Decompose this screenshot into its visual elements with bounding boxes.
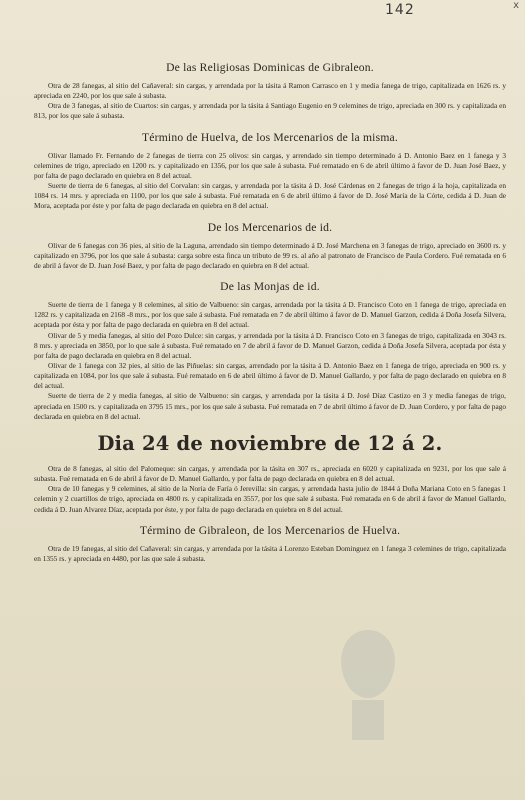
folio-number: 142 <box>385 2 415 18</box>
section-heading: Término de Huelva, de los Mercenarios de la misma. <box>142 130 398 144</box>
section-huelva-mercenarios <box>34 131 506 212</box>
section-heading: De los Mercenarios de id. <box>207 220 333 234</box>
entry-paragraph: Otra de 19 fanegas, al sitio del Cañaveral: sin cargas, y arrendada por la tásita á Lorenzo Esteban Dominguez en 1 fanega 3 celemines de trigo, capitalizada en 1355 rs. y apreciada en 4480, por las que sale á subasta. <box>34 543 506 563</box>
section-dia-24 <box>34 432 506 515</box>
entry-paragraph: Otra de 10 fanegas y 9 celemines, al sitio de la Noria de Faría ó Jerevilla: sin cargas, y arrendada hasta julio de 1844 á Doña Mariana Coto en 5 fanegas 1 celemin y 2 cuartillos de trigo, apreciada en 4800 rs. y capitalizada en 3557, por los que sale á subasta. Fué rematada en 6 de abril á favor de Manuel Gallardo, cedida á D. Juan Alvarez Díaz, aceptada por éste, y por falta de pago declarada en quiebra en 8 del actual. <box>34 484 506 514</box>
section-heading: De las Monjas de id. <box>220 280 320 294</box>
section-monjas-id <box>34 280 506 422</box>
entry-paragraph: Olivar llamado Fr. Fernando de 2 fanegas de tierra con 25 olivos: sin cargas, y arrendado sin tiempo determinado á D. Antonio Baez en 1 fanega y 3 celemines de trigo, apreciado en 1200 rs. y capitalizado en 1356, por los que sale á subasta. Fué rematado en 6 de abril último á favor de D. Juan José Baez, y por falta de pago declarado en quiebra en 8 del actual. <box>34 150 506 180</box>
section-mercenarios-id <box>34 221 506 271</box>
corner-mark: x <box>513 0 519 11</box>
entry-paragraph: Otra de 3 fanegas, al sitio de Cuartos: sin cargas, y arrendada por la tásita á Santiago Eugenio en 9 celemines de trigo, apreciada en 300 rs. y capitalizada en 813, por los que sale á subasta. <box>34 101 506 121</box>
entry-paragraph: Otra de 28 fanegas, al sitio del Cañaveral: sin cargas, y arrendada por la tásita á Ramon Carrasco en 1 y media fanega de trigo, capitalizada en 1626 rs. y apreciada en 2240, por los que sale á subasta. <box>34 81 506 101</box>
library-watermark-icon <box>318 620 418 750</box>
section-gibraleon-mercenarios <box>34 524 506 564</box>
document-body <box>34 52 506 564</box>
entry-paragraph: Olivar de 5 y media fanegas, al sitio del Pozo Dulce: sin cargas, y arrendada por la tásita á D. Francisco Coto en 3 fanegas de trigo, capitalizada en 3043 rs. 8 mrs. y apreciada en 3850, por lo que sale á subasta. Fué rematado en 7 de abril á favor de D. Manuel Garzon, cedida á Doña Josefa Silvera, aceptada por ésta y por falta de pago declarada en quiebra en 8 del actual. <box>34 330 506 360</box>
entry-paragraph: Suerte de tierra de 2 y media fanegas, al sitio de Valbueno: sin cargas, y arrendada por la tásita á D. José Díaz Castizo en 3 y media fanegas de trigo, apreciada en 1500 rs. y capitalizada en 3795 15 mrs., por los que sale á subasta. Fué rematada en 7 de abril último á favor de D. Juan Cordero, y por falta de pago declarada en quiebra en 8 del actual. <box>34 391 506 421</box>
entry-paragraph: Suerte de tierra de 6 fanegas, al sitio del Corvalan: sin cargas, y arrendada por la tásita á D. José Cárdenas en 2 fanegas de trigo á la hoja, capitalizada en 1084 rs. 14 mrs. y apreciada en 1100, por los que sale á subasta. Fué rematada en 6 de abril último á favor de D. José María de la Córte, cedida á D. Juan de Mora, aceptada por éste y por falta de pago declarada en quiebra en 8 del actual. <box>34 181 506 211</box>
section-heading: De las Religiosas Dominicas de Gibraleon. <box>166 61 374 74</box>
section-dominicas <box>34 61 506 122</box>
section-heading: Término de Gibraleon, de los Mercenarios de Huelva. <box>139 523 401 537</box>
entry-paragraph: Olivar de 6 fanegas con 36 pies, al sitio de la Laguna, arrendado sin tiempo determinado á D. José Marchena en 3 fanegas de trigo, apreciado en 3600 rs. y capitalizado en 3796, por los que sale á subasta: carga sobre esta finca un tributo de 99 rs. al año al patronato de Francisco de Paula Cordero. Fué rematada en 6 de abril á favor de D. Juan José Baez, y por falta de pago declarado en quiebra en 8 del actual. <box>34 240 506 270</box>
entry-paragraph: Otra de 8 fanegas, al sitio del Palomeque: sin cargas, y arrendada por la tásita en 307 rs., apreciada en 6020 y capitalizada en 9231, por los que sale á subasta. Fué rematada en 6 de abril á favor de D. Manuel Gallardo, y por falta de pago declarada en quiebra en 8 del actual. <box>34 463 506 484</box>
entry-paragraph: Olivar de 1 fanega con 32 pies, al sitio de las Piñuelas: sin cargas, arrendado por la tásita á D. Antonio Baez en 1 fanega de trigo, apreciada en 900 rs. y capitalizada en 1084, por los que sale á subasta. Fué rematado en 6 de abril último á favor de D. Manuel Gallardo, y por falta de pago declarado en quiebra en 8 del actual. <box>34 360 506 391</box>
day-heading: Dia 24 de noviembre de 12 á 2. <box>97 431 443 455</box>
entry-paragraph: Suerte de tierra de 1 fanega y 8 celemines, al sitio de Valbueno: sin cargas, arrendada por la tásita á D. Francisco Coto en 1 fanega de trigo, apreciada en 1282 rs. y capitalizada en 2168 -8 mrs., por los que sale á subasta. Fué rematada en 7 de abril último á favor de D. Manuel Garzon, cedida á Doña Josefa Silvera, aceptada por ésta y por falta de pago declarada en quiebra en 8 del actual. <box>34 300 506 330</box>
